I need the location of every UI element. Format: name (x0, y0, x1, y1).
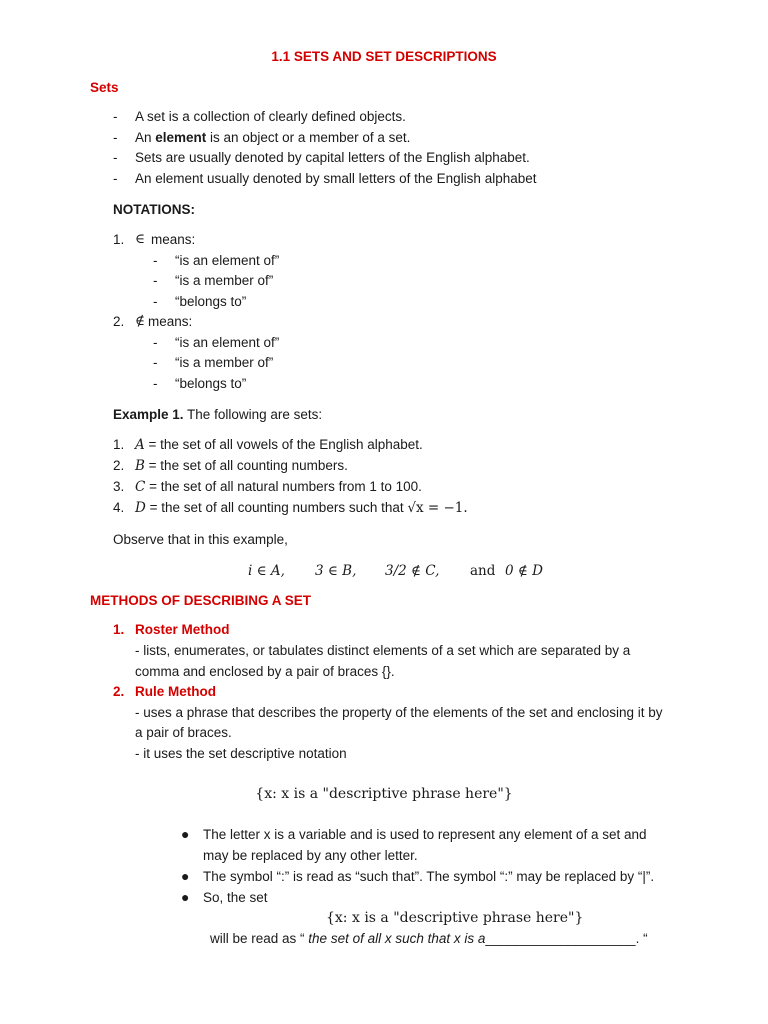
example-item (135, 458, 348, 474)
bullet-marker: ● (181, 826, 190, 842)
notation-meaning: “is an element of” (175, 253, 280, 268)
set-variable: A (135, 437, 145, 453)
method-line: - lists, enumerates, or tabulates distinct elements of a set which are separated by a (135, 643, 631, 658)
element-of-symbol: ∈ (135, 231, 145, 247)
example-item-text: = the set of all vowels of the English alphabet. (144, 437, 423, 452)
bullet-line: The symbol “:” is read as “such that”. The symbol “:” may be replaced by “|”. (203, 869, 655, 884)
set-variable: D (135, 500, 146, 516)
method-name: Roster Method (135, 622, 230, 637)
dash-marker: - (153, 294, 158, 309)
sets-point: An element usually denoted by small letters of the English alphabet (135, 171, 537, 186)
example-item-text: = the set of all counting numbers. (144, 458, 348, 473)
and-word: and (470, 563, 496, 579)
bullet-line: The letter x is a variable and is used to represent any element of a set and (203, 827, 647, 842)
page-title: 1.1 SETS AND SET DESCRIPTIONS (271, 49, 497, 64)
fill-blank: ____________________ (485, 931, 636, 946)
dash-marker: - (153, 355, 158, 370)
set-variable: B (135, 458, 145, 474)
sets-point: An element is an object or a member of a set. (135, 130, 411, 145)
element-term: element (155, 130, 207, 145)
observe-text: Observe that in this example, (113, 532, 288, 547)
list-number: 1. (113, 437, 125, 452)
bullet-line: may be replaced by any other letter. (203, 848, 418, 863)
notation-meaning: “belongs to” (175, 376, 247, 391)
dash-marker: - (153, 335, 158, 350)
method-line: - it uses the set descriptive notation (135, 746, 347, 761)
example-label: Example 1. (113, 407, 184, 422)
dash-marker: - (113, 130, 118, 145)
list-number: 2. (113, 314, 125, 329)
method-name: Rule Method (135, 684, 216, 699)
dash-marker: - (153, 273, 158, 288)
example-item (135, 479, 422, 495)
means-label: means: (148, 314, 193, 329)
methods-heading: METHODS OF DESCRIBING A SET (90, 593, 312, 608)
notation-meaning: “is an element of” (175, 335, 280, 350)
example-item-text: = the set of all natural numbers from 1 to 100. (145, 479, 422, 494)
read-as-suffix: . “ (635, 931, 648, 946)
method-line: - uses a phrase that describes the property of the elements of the set and enclosing it by (135, 705, 663, 720)
bullet-marker: ● (181, 868, 190, 884)
set-variable: C (135, 479, 146, 495)
example-item (135, 437, 423, 453)
notation-meaning: “belongs to” (175, 294, 247, 309)
example-intro (113, 407, 322, 422)
method-line: a pair of braces. (135, 725, 232, 740)
bullet-marker: ● (181, 889, 190, 905)
dash-marker: - (153, 253, 158, 268)
means-label: means: (151, 232, 196, 247)
dash-marker: - (153, 376, 158, 391)
notations-heading: NOTATIONS: (113, 202, 195, 217)
set-notation-formula: {x: x is a "descriptive phrase here"} (255, 786, 513, 802)
method-number: 2. (113, 684, 125, 699)
list-number: 3. (113, 479, 125, 494)
example-item-text: = the set of all counting numbers such that (145, 500, 408, 515)
list-number: 4. (113, 500, 125, 515)
method-line: comma and enclosed by a pair of braces {}. (135, 664, 395, 679)
sets-point: A set is a collection of clearly defined objects. (135, 109, 406, 124)
dash-marker: - (113, 150, 118, 165)
sqrt-equation: √x = −1. (407, 500, 468, 516)
dash-marker: - (113, 109, 118, 124)
math-expression: 3 ∈ B, (315, 563, 357, 579)
bullet-line: So, the set (203, 890, 268, 905)
sets-heading: Sets (90, 80, 119, 95)
read-as-line (210, 931, 648, 946)
dash-marker: - (113, 171, 118, 186)
read-as-italic: the set of all x such that x is a (308, 931, 486, 946)
list-number: 2. (113, 458, 125, 473)
notation-meaning: “is a member of” (175, 273, 274, 288)
math-expression: i ∈ A, (248, 563, 285, 579)
method-number: 1. (113, 622, 125, 637)
math-expression: 0 ∉ D (505, 563, 543, 579)
example-item (135, 500, 468, 516)
sets-point: Sets are usually denoted by capital letters of the English alphabet. (135, 150, 530, 165)
set-notation-formula-2: {x: x is a "descriptive phrase here"} (326, 910, 584, 926)
read-as-prefix: will be read as “ (210, 931, 309, 946)
list-number: 1. (113, 232, 125, 247)
example-text: The following are sets: (183, 407, 323, 422)
math-expression: 3/2 ∉ C, (385, 563, 440, 579)
notation-meaning: “is a member of” (175, 355, 274, 370)
not-element-of-symbol: ∉ (135, 313, 145, 329)
